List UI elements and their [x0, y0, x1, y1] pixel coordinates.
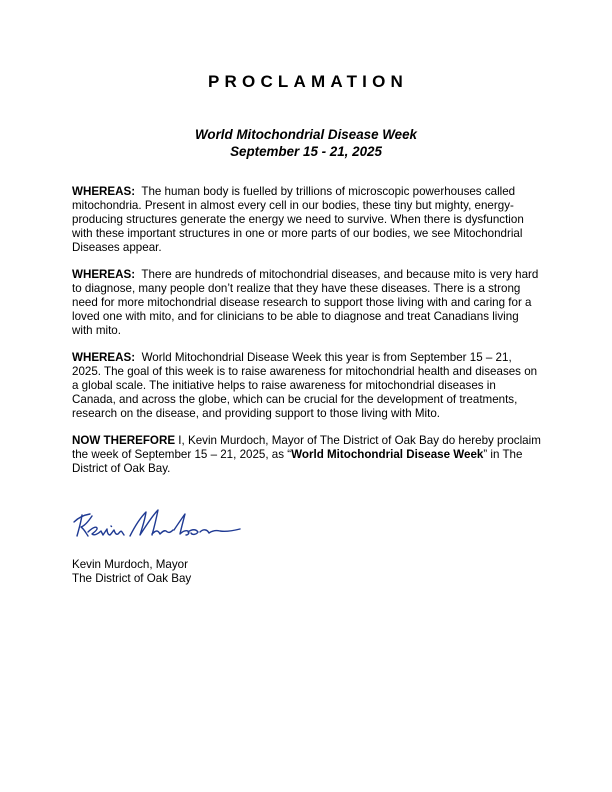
proclamation-body [72, 185, 542, 489]
whereas-paragraph-1 [72, 185, 542, 255]
event-dates: September 15 - 21, 2025 [230, 144, 382, 159]
closing-emphasis: World Mitochondrial Disease Week [291, 448, 484, 461]
whereas-label: WHEREAS: [72, 351, 136, 365]
now-therefore-label: NOW THEREFORE [72, 434, 176, 448]
document-title: PROCLAMATION [208, 72, 408, 91]
whereas-paragraph-3 [72, 351, 542, 421]
whereas-label: WHEREAS: [72, 185, 136, 198]
whereas-label: WHEREAS: [72, 268, 136, 282]
signer-organization: The District of Oak Bay [72, 571, 192, 585]
paragraph-text: World Mitochondrial Disease Week this year is from September 15 – 21, 2025. The goal of this week is to raise awareness for mitochondrial health and diseases on a global scale. The initiative helps to raise awareness for mitochondrial diseases in Canada, and across the globe, which can be crucial for the development of treatments, research on the disease, and providing support to those living with Mito. [72, 351, 538, 420]
paragraph-text: The human body is fuelled by trillions of microscopic powerhouses called mitochondria. Present in almost every cell in our bodies, these tiny but mighty, energy-producing structures generate the energy we need to survive. When there is dysfunction with these important structures in one or more parts of our bodies, we see Mitochondrial Diseases appear. [72, 185, 524, 254]
document-subtitle [0, 126, 612, 160]
mayor-signature [70, 502, 245, 544]
whereas-paragraph-2 [72, 268, 542, 338]
event-name: World Mitochondrial Disease Week [195, 127, 417, 142]
paragraph-text: There are hundreds of mitochondrial diseases, and because mito is very hard to diagnose, many people don’t realize that they have these diseases. There is a strong need for more mitochondrial disease research to support those living with and caring for a loved one with mito, and for clinicians to be able to diagnose and treat Canadians living with mito. [72, 268, 539, 337]
now-therefore-paragraph [72, 434, 542, 476]
closing-text-after: ” in The District of Oak Bay. [72, 448, 523, 475]
signer-name: Kevin Murdoch, Mayor [72, 558, 188, 571]
signer-block [72, 558, 191, 586]
closing-text-before: I, Kevin Murdoch, Mayor of The District of Oak Bay do hereby proclaim the week of September 15 – 21, 2025, as “ [72, 434, 541, 461]
